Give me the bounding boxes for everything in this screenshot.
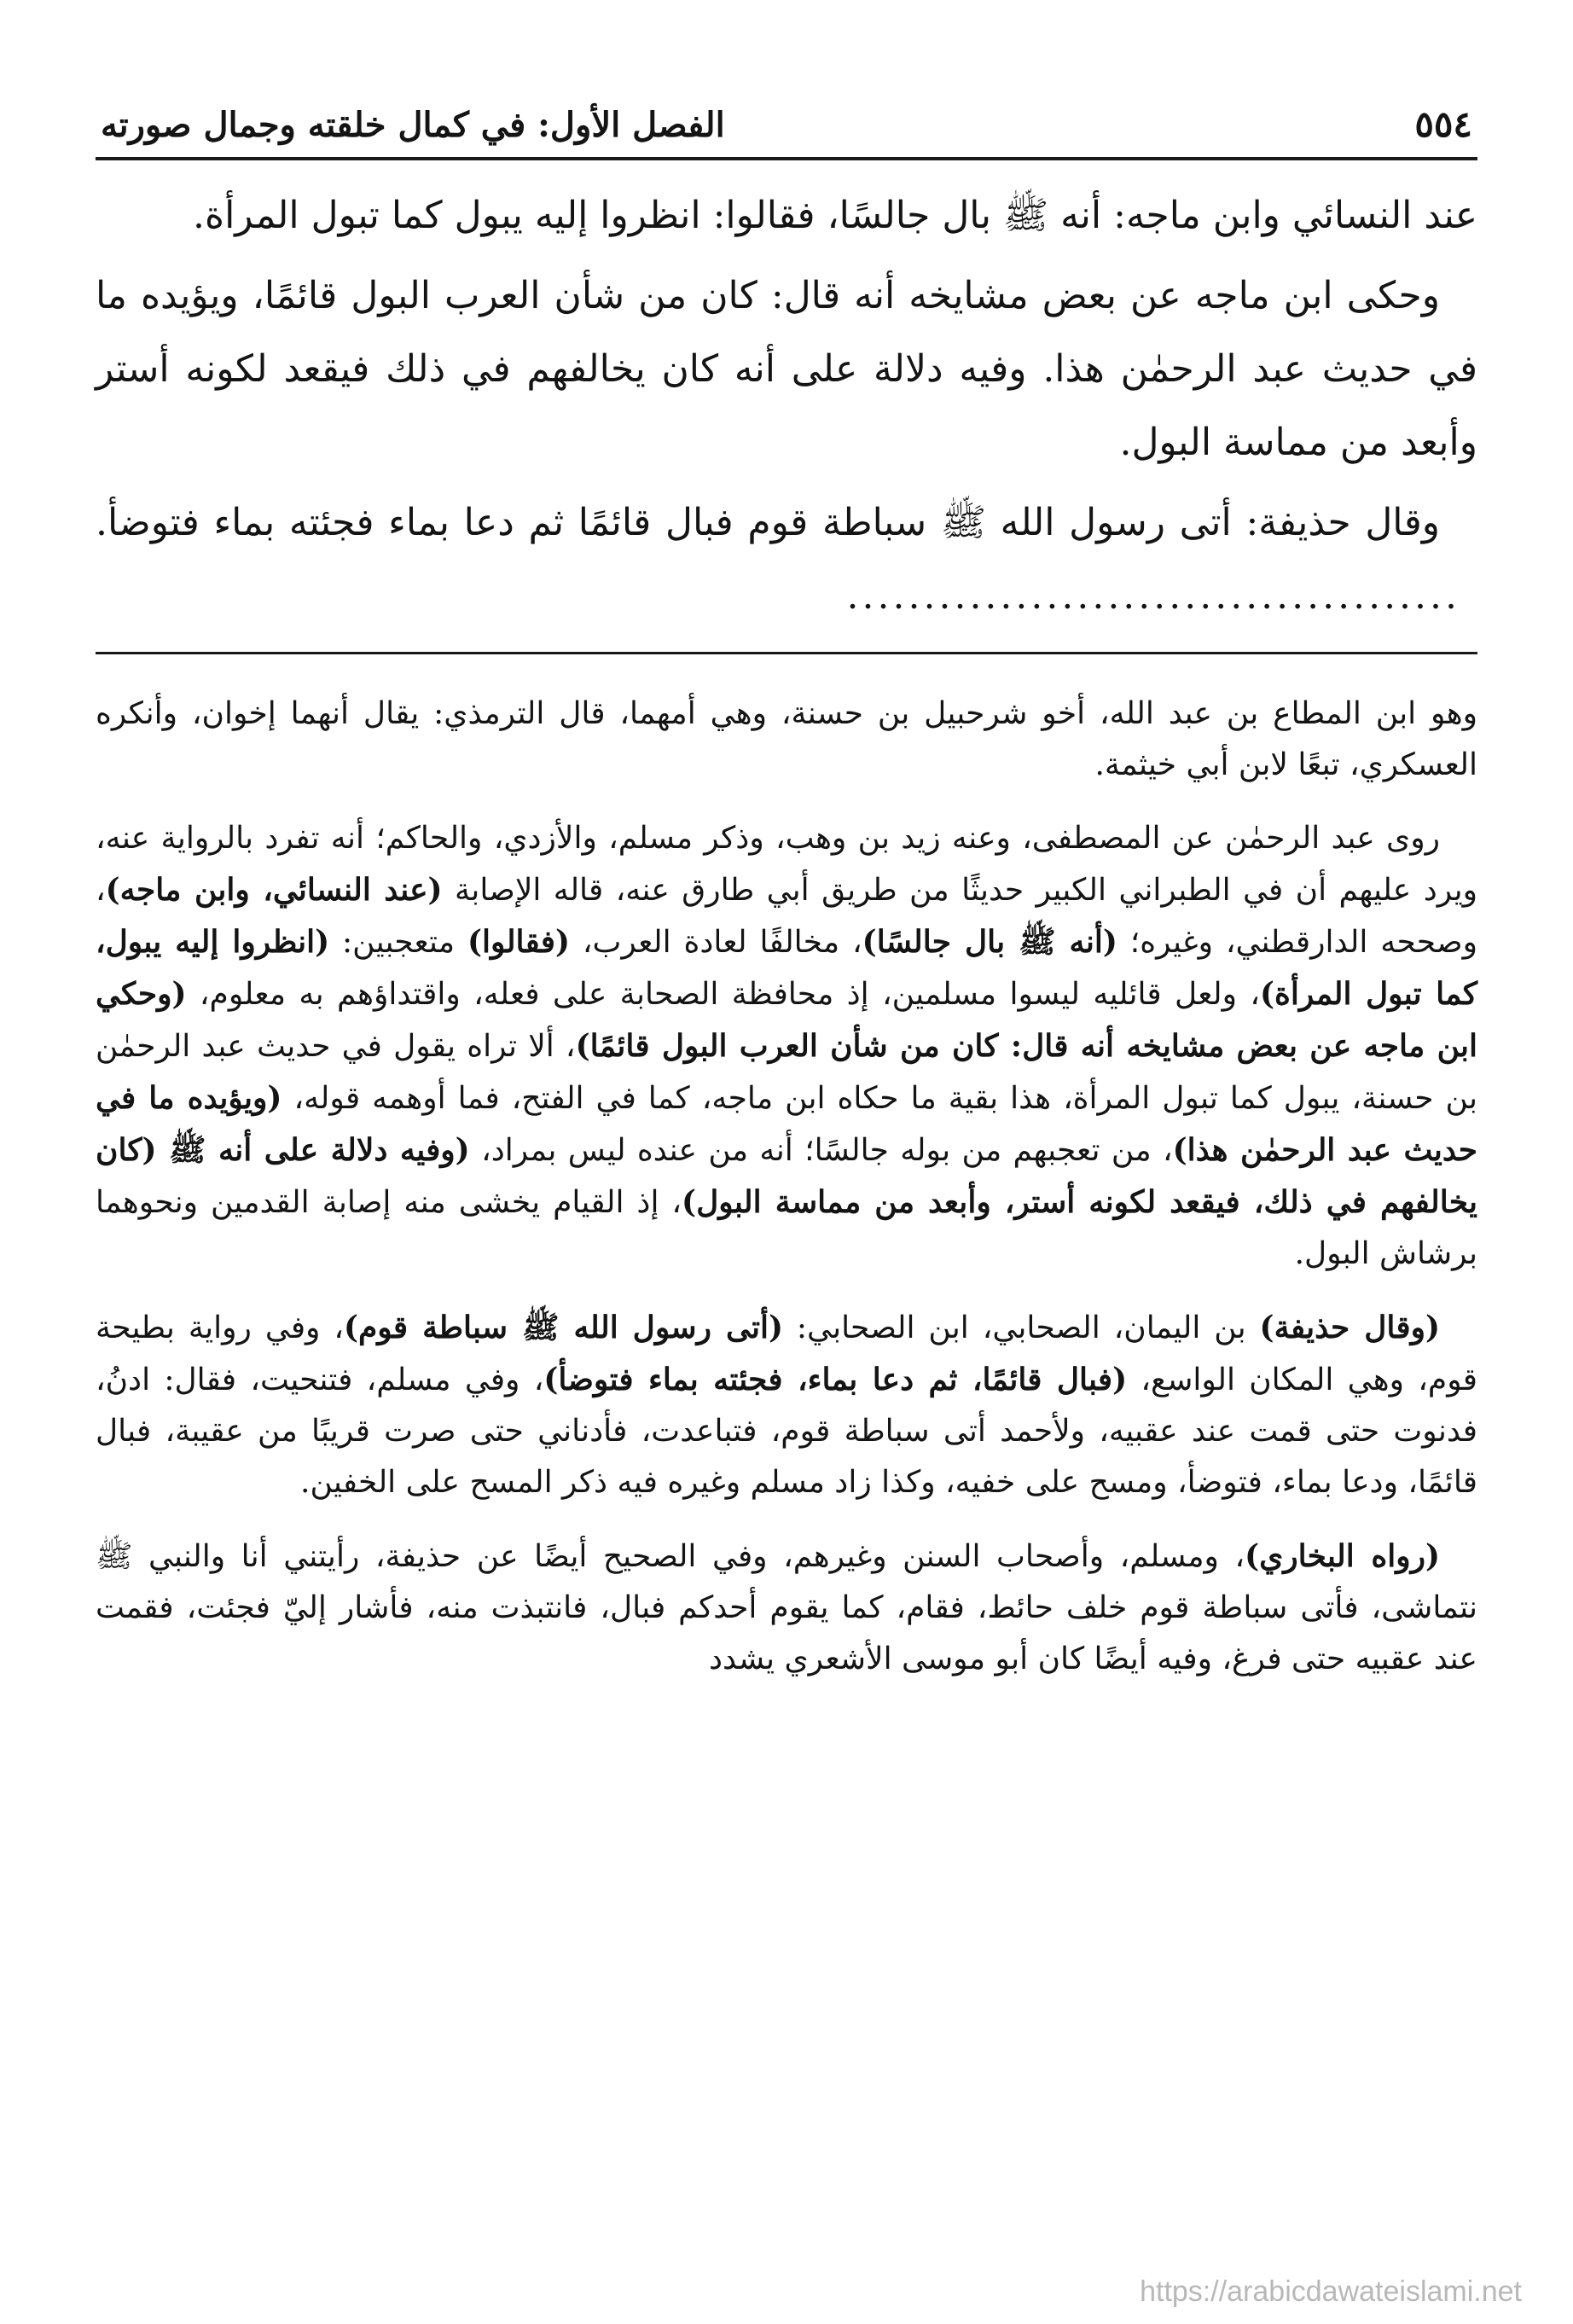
quoted-matn: (انظروا إليه يبول، كما تبول المرأة) [96, 924, 1478, 1012]
main-text [96, 179, 1477, 633]
commentary-text: ، ولعل قائليه ليسوا مسلمين، إذ محافظة الصحابة على فعله، واقتداؤهم به معلوم، [186, 977, 1260, 1012]
commentary-text: ، ألا تراه يقول في حديث عبد الرحمٰن بن حسنة، يبول كما تبول المرأة، هذا بقية ما حكاه ابن ماجه، كما في الفتح، فما أوهمه قوله، [96, 1029, 1477, 1116]
main-text-line: وحكى ابن ماجه عن بعض مشايخه أنه قال: كان من شأن العرب البول قائمًا، ويؤيده ما في حديث عبد الرحمٰن هذا. وفيه دلالة على أنه كان يخالفهم في ذلك فيقعد لكونه أستر وأبعد من مماسة البول. [96, 274, 1477, 464]
main-text-line: عند النسائي وابن ماجه: أنه ﷺ بال جالسًا، فقالوا: انظروا إليه يبول كما تبول المرأة. [193, 194, 1477, 237]
commentary [96, 688, 1477, 1685]
commentary-text: روى عبد الرحمٰن عن المصطفى، وعنه زيد بن وهب، وذكر مسلم، والأزدي، والحاكم؛ أنه تفرد بالرواية عنه، ويرد عليهم أن في الطبراني الكبير حديثًا من طريق أبي طارق عنه، قاله الإصابة [96, 821, 1477, 908]
commentary-text: متعجبين: [329, 925, 467, 960]
commentary-paragraph [96, 813, 1477, 1280]
quoted-matn: (وحكي ابن ماجه عن بعض مشايخه أنه قال: كان من شأن العرب البول قائمًا) [96, 976, 1478, 1064]
quoted-matn: (فبال قائمًا، ثم دعا بماء، فجئته بماء فتوضأ) [543, 1362, 1128, 1397]
quoted-matn: (فقالوا) [467, 924, 570, 960]
book-page [96, 94, 1477, 2278]
commentary-paragraph [96, 1302, 1477, 1508]
main-text-paragraph [96, 179, 1477, 253]
commentary-paragraph [96, 1531, 1477, 1685]
commentary-text: وهو ابن المطاع بن عبد الله، أخو شرحبيل بن حسنة، وهي أمهما، قال الترمذي: يقال أنهما إخوان، وأنكره العسكري، تبعًا لابن أبي خيثمة. [96, 696, 1477, 782]
running-title: الفصل الأول: في كمال خلقته وجمال صورته [101, 105, 725, 145]
page-number: ٥٥٤ [1414, 103, 1472, 145]
quoted-matn: (وقال حذيفة) [1259, 1310, 1441, 1345]
quoted-matn: (أنه ﷺ بال جالسًا) [862, 924, 1117, 960]
commentary-paragraph [96, 688, 1477, 791]
text-separator-rule [96, 652, 1477, 654]
commentary-text: بن اليمان، الصحابي، ابن الصحابي: [783, 1310, 1260, 1345]
commentary-text: ، ومسلم، وأصحاب السنن وغيرهم، وفي الصحيح أيضًا عن حذيفة، رأيتني أنا والنبي ﷺ نتماشى، فأتى سباطة قوم خلف حائط، فقام، كما يقوم أحدكم فبال، فانتبذت منه، فأشار إليّ فجئت، فقمت عند عقبيه حتى فرغ، وفيه أيضًا كان أبو موسى الأشعري يشدد [96, 1539, 1477, 1676]
commentary-text: ، وفي مسلم، فتنحيت، فقال: ادنُ، فدنوت حتى قمت عند عقبيه، ولأحمد أتى سباطة قوم، فتباعدت، فأدناني حتى صرت قريبًا من عقيبة، فبال قائمًا، ودعا بماء، فتوضأ، ومسح على خفيه، وكذا زاد مسلم وغيره فيه ذكر المسح على الخفين. [96, 1362, 1477, 1500]
quoted-matn: (عند النسائي، وابن ماجه) [105, 872, 443, 908]
quoted-matn: (ويؤيده ما في حديث عبد الرحمٰن هذا) [96, 1080, 1477, 1168]
quoted-matn: (رواه البخاري) [1245, 1538, 1440, 1574]
continuation-dots: ........................................ [846, 574, 1460, 618]
commentary-text: ، من تعجبهم من بوله جالسًا؛ أنه من عنده ليس بمراد، [469, 1133, 1173, 1168]
main-text-paragraph [96, 486, 1477, 633]
commentary-text: ، إذ القيام يخشى منه إصابة القدمين ونحوهما برشاش البول. [96, 1185, 1477, 1271]
commentary-text: ، وصححه الدارقطني، وغيره؛ [96, 873, 1477, 960]
commentary-text: ، مخالفًا لعادة العرب، [569, 925, 862, 960]
main-text-line: وقال حذيفة: أتى رسول الله ﷺ سباطة قوم فبال قائمًا ثم دعا بماء فجئته بماء فتوضأ. [96, 501, 1440, 544]
commentary-text: ، وفي رواية بطيحة قوم، وهي المكان الواسع، [96, 1310, 1477, 1397]
quoted-matn: (أتى رسول الله ﷺ سباطة قوم) [343, 1310, 784, 1345]
quoted-matn: (وفيه دلالة على أنه ﷺ (كان يخالفهم في ذلك، فيقعد لكونه أستر، وأبعد من مماسة البول) [96, 1132, 1477, 1220]
main-text-paragraph [96, 259, 1477, 479]
watermark-url: https://arabicdawateislami.net [1140, 2275, 1522, 2308]
page-header [96, 94, 1477, 160]
